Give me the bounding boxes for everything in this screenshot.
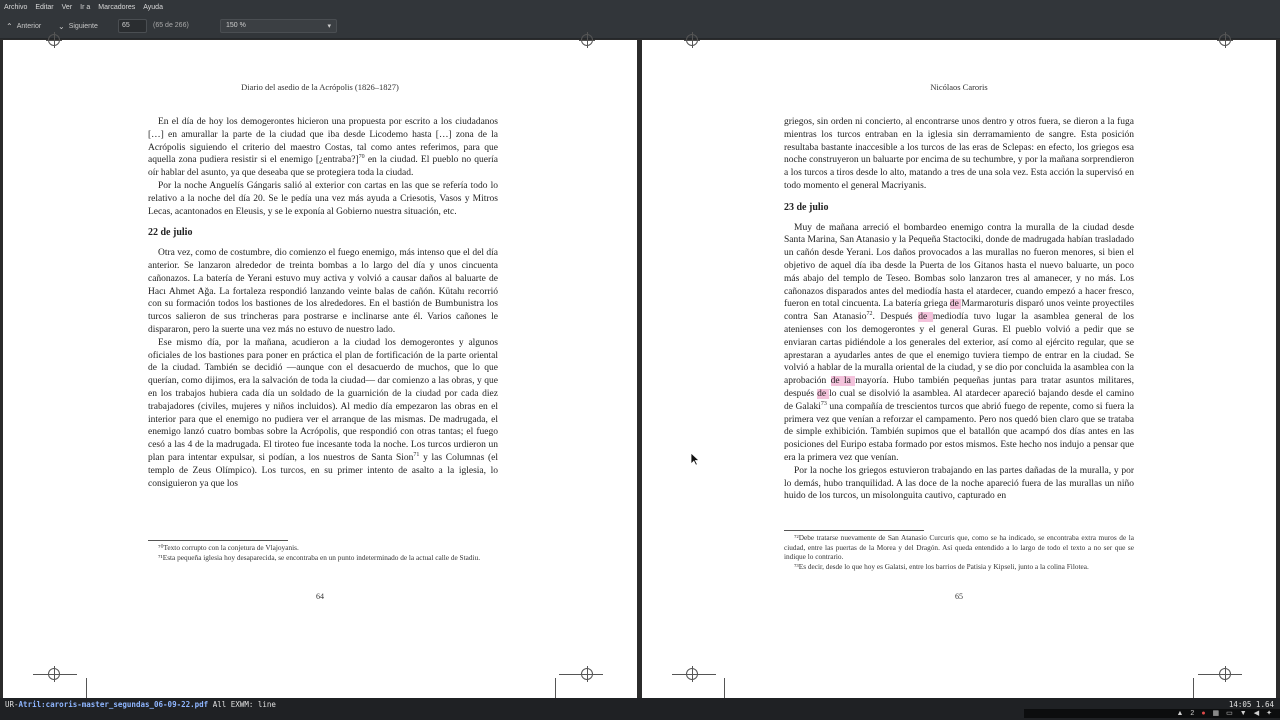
wifi-icon[interactable]: ▼ bbox=[1239, 710, 1247, 717]
previous-page-button[interactable] bbox=[6, 19, 41, 33]
footnotes bbox=[784, 533, 1134, 571]
modeline-prefix: UR- bbox=[5, 700, 19, 709]
menu-ir-a[interactable]: Ir a bbox=[80, 3, 91, 11]
system-tray bbox=[1024, 709, 1280, 718]
footnote-ref[interactable]: 73 bbox=[820, 400, 827, 407]
footnote: ⁷¹Esta pequeña iglesia hoy desaparecida, se encontraba en un punto indeterminado de la actual calle de Stadiu. bbox=[158, 552, 481, 562]
paragraph: Otra vez, como de costumbre, dio comienzo el fuego enemigo, más intenso que el del día anterior. Se lanzaron alrededor de treinta bombas a lo largo del día y unos cincuenta cañonazos. La batería de Yerani estuvo muy activa y volvió a causar daños al baluarte de Hacı Ahmet Ağa. La fortaleza respondió lanzando veinte balas de cañón. Kütahı recorrió con su formación todos los bastiones de los alrededores. En el bastión de Bumbunistra los turcos salieron de sus trincheras para postrarse e inclinarse ante él. Varios cañones le dispararon, pero la suerte una vez más no estuvo de nuestro lado. bbox=[148, 248, 498, 335]
modeline-info: All EXWM: line bbox=[208, 700, 276, 709]
clock-load: 14:05 1.64 bbox=[1228, 700, 1274, 709]
crop-line bbox=[555, 678, 556, 698]
page-count-label: (65 de 266) bbox=[153, 22, 189, 29]
footnote-ref[interactable]: 71 bbox=[413, 451, 420, 458]
crop-line bbox=[672, 674, 716, 675]
settings-icon[interactable]: ✦ bbox=[1266, 710, 1272, 717]
footnote-rule bbox=[784, 530, 924, 531]
previous-page-label: Anterior bbox=[16, 22, 42, 30]
menu-ayuda[interactable]: Ayuda bbox=[143, 3, 163, 11]
paragraph: Ese mismo día, por la mañana, acudieron a la ciudad los demogerontes y algunos oficiales de los bastiones para poner en práctica el plan de fortificación de la parte oriental de la ciudad. También se decidió —aunque con el desacuerdo de muchos, que lo que querían, como dijimos, era la salvación de toda la ciudad— dar comienzo a las obras, y que en los trabajos hubiera cada día un soldado de la guarnición de la ciudad por cada diez trabajadores (civiles, mujeres y niños incluidos). Al medio día empezaron las obras en el interior para que el enemigo no pudiera ver el arranque de las mismas. De madrugada, el enemigo lanzó cuatro bombas sobre la Acrópolis, que respondió con otras tantas; el fuego cesó a las 4 de la madrugada. El tiroteo fue incesante toda la noche. Los turcos urdieron un plan para intentar expulsar, si podían, a los nuestros de Santa Sion$^{71}$ y las Columnas (el templo de Zeus Olímpico). Los turcos, en su primer intento de asalto a la iglesia, lo consiguieron ya que los bbox=[148, 337, 498, 489]
page-number-input[interactable]: 65 bbox=[118, 19, 147, 33]
alert-icon[interactable]: ● bbox=[1201, 710, 1206, 717]
menu-marcadores[interactable]: Marcadores bbox=[98, 3, 136, 11]
page-64 bbox=[3, 40, 637, 698]
crop-line bbox=[1198, 674, 1242, 675]
search-highlight: de bbox=[918, 312, 933, 323]
crop-mark-icon bbox=[1219, 34, 1231, 46]
paragraph: Muy de mañana arreció el bombardeo enemigo contra la muralla de la ciudad desde Santa Marina, San Atanasio y la Pequeña Stactociki, donde de madrugada habían trasladado un cañón desde Yerani. Los daños provocados a las murallas no fueron menores, si bien el objetivo de aquel día iba desde la Puerta de los Gitanos hasta el nuevo baluarte, un poco más abajo del templo de Teseo. Bombas solo lanzaron tres al amanecer, y no más. Los cañonazos disparados antes del mediodía hasta el atardecer, cuando empezó a hacer fresco, fueron en total cincuenta. La batería griega de Marmaroturis disparó unos veinte proyectiles contra San Atanasio$^{72}$. Después de mediodía tuvo lugar la asamblea general de los atenienses con los demogerontes y el general Guras. El pueblo volvió a pedir que se enviaran cartas pidiéndole a los generales del exterior, así como al ejército regular, que se aprestaran a ayudarles antes de que el enemigo tuviera tiempo de entrar en la ciudad. Se volvió a hablar de la muralla oriental de la ciudad, y se dio por concluida la asamblea con la aprobación de la mayoría. Hubo también pequeñas juntas para tratar asuntos militares, después de lo cual se disolvió la asamblea. Al atardecer apareció bajando desde el camino de Galaki$^{73}$ una compañía de trescientos turcos que abrió fuego de repente, como si fuera la primera vez que venían a reforzar el campamento. Pero nos quedó bien claro que se trataba de simple exhibición. También supimos que el batallón que acampó dos días antes en las posiciones del Euripo estaba formado por estos mismos. Este hecho nos indujo a pensar que era la primera vez que venían. bbox=[784, 222, 1135, 463]
crop-line bbox=[86, 678, 87, 698]
date-heading: 23 de julio bbox=[784, 201, 829, 213]
paragraph: Por la noche los griegos estuvieron trabajando en las partes dañadas de la muralla, y por lo demás, hubo tranquilidad. A las doce de la noche apareció fuera de las murallas un niño huido de los turcos, un misolonguita cautivo, capturado en bbox=[784, 465, 1134, 502]
crop-mark-icon bbox=[686, 34, 698, 46]
running-head: Nicólaos Caroris bbox=[930, 82, 988, 92]
footnote-ref[interactable]: 72 bbox=[866, 311, 873, 317]
menu-ver[interactable]: Ver bbox=[61, 3, 73, 11]
mouse-pointer-icon bbox=[690, 452, 700, 466]
footnote-rule bbox=[148, 540, 288, 541]
crop-line bbox=[559, 674, 603, 675]
network-icon[interactable]: ▦ bbox=[1212, 710, 1220, 717]
search-highlight: de bbox=[949, 299, 962, 310]
paragraph: Por la noche Anguelís Gángaris salió al exterior con cartas en las que se refería todo lo relativo a la noche del día 20. Se le pedía una vez más ayuda a Criesotis, Vasos y Mitros Lecas, acantonados en Eleusis, y se le exponía al Gobierno nuestra situación, etc. bbox=[148, 180, 498, 217]
zoom-select[interactable] bbox=[220, 19, 337, 33]
page-65 bbox=[642, 40, 1276, 698]
crop-line bbox=[1193, 678, 1194, 698]
footnote: ⁷³Es decir, desde lo que hoy es Galatsi, entre los barrios de Patisia y Kipseli, junto a la colina Filotea. bbox=[794, 561, 1089, 571]
next-page-button[interactable] bbox=[58, 19, 98, 33]
page-body bbox=[784, 116, 1134, 503]
footnote: ⁷²Debe tratarse nuevamente de San Atanasio Curcuris que, como se ha indicado, se encontraba extra muros de la ciudad, entre las puertas de la Morea y del Dragón. Así queda entendido a lo largo de todo el texto a no ser que se indique lo contrario. bbox=[784, 533, 1134, 562]
volume-icon[interactable]: ◀ bbox=[1253, 710, 1260, 717]
crop-mark-icon bbox=[581, 34, 593, 46]
buffer-name[interactable]: Atril:caroris-master_segundas_06-09-22.pdf bbox=[18, 700, 209, 709]
modeline bbox=[0, 700, 276, 709]
next-page-label: Siguiente bbox=[68, 22, 98, 30]
search-highlight: de la bbox=[830, 376, 856, 387]
battery-icon[interactable]: ▭ bbox=[1226, 710, 1233, 717]
page-number: 65 bbox=[955, 592, 963, 601]
search-highlight: de bbox=[817, 388, 830, 399]
zoom-value: 150 % bbox=[226, 22, 246, 29]
chevron-down-icon: ▾ bbox=[327, 23, 331, 30]
up-arrow-icon[interactable]: ▲ bbox=[1176, 710, 1184, 717]
chevron-up-icon: ⌃ bbox=[6, 21, 13, 31]
paragraph: En el día de hoy los demogerontes hicieron una propuesta por escrito a los ciudadanos […] en amurallar la parte de la ciudad que iba desde Licodemo hasta […] zona de la Acrópolis siguiendo el criterio del maestro Costas, tal como antes referimos, para que aquella zona pudiera resistir si el enemigo [¿entraba?]$^{70}$ en la ciudad. El pueblo no quería oír hablar del asunto, ya que deseaba que se protegiera toda la ciudad. bbox=[148, 117, 498, 179]
date-heading: 22 de julio bbox=[148, 227, 193, 239]
workspace-count: 2 bbox=[1190, 710, 1195, 717]
crop-mark-icon bbox=[48, 34, 60, 46]
footnotes bbox=[148, 543, 498, 562]
page-number: 64 bbox=[316, 592, 324, 601]
chevron-down-icon: ⌄ bbox=[58, 21, 65, 31]
toolbar bbox=[0, 14, 1280, 39]
page-body bbox=[148, 116, 498, 490]
paragraph: griegos, sin orden ni concierto, al encontrarse unos dentro y otros fuera, se dieron a la fuga mientras los turcos entraban en la iglesia sin derramamiento de sangre. Esta posición resultaba bastante inaccesible a los turcos de las eras de Sclepas: en efecto, los griegos esa noche construyeron un baluarte por encima de su techumbre, y por la mañana sorprendieron a los turcos a tiros desde lo alto, matando a tres de una sola vez. Esta acción la supervisó en todo momento el general Macriyanis. bbox=[784, 117, 1134, 191]
menubar bbox=[0, 0, 1280, 14]
status-bar bbox=[0, 698, 1280, 720]
running-head: Diario del asedio de la Acrópolis (1826–1827) bbox=[241, 82, 399, 92]
document-view[interactable] bbox=[0, 40, 1280, 698]
menu-archivo[interactable]: Archivo bbox=[4, 3, 28, 11]
crop-line bbox=[724, 678, 725, 698]
footnote-ref[interactable]: 70 bbox=[358, 154, 365, 161]
menu-editar[interactable]: Editar bbox=[35, 3, 54, 11]
crop-line bbox=[33, 674, 77, 675]
footnote: ⁷⁰Texto corrupto con la conjetura de Vlajoyanis. bbox=[158, 543, 299, 552]
